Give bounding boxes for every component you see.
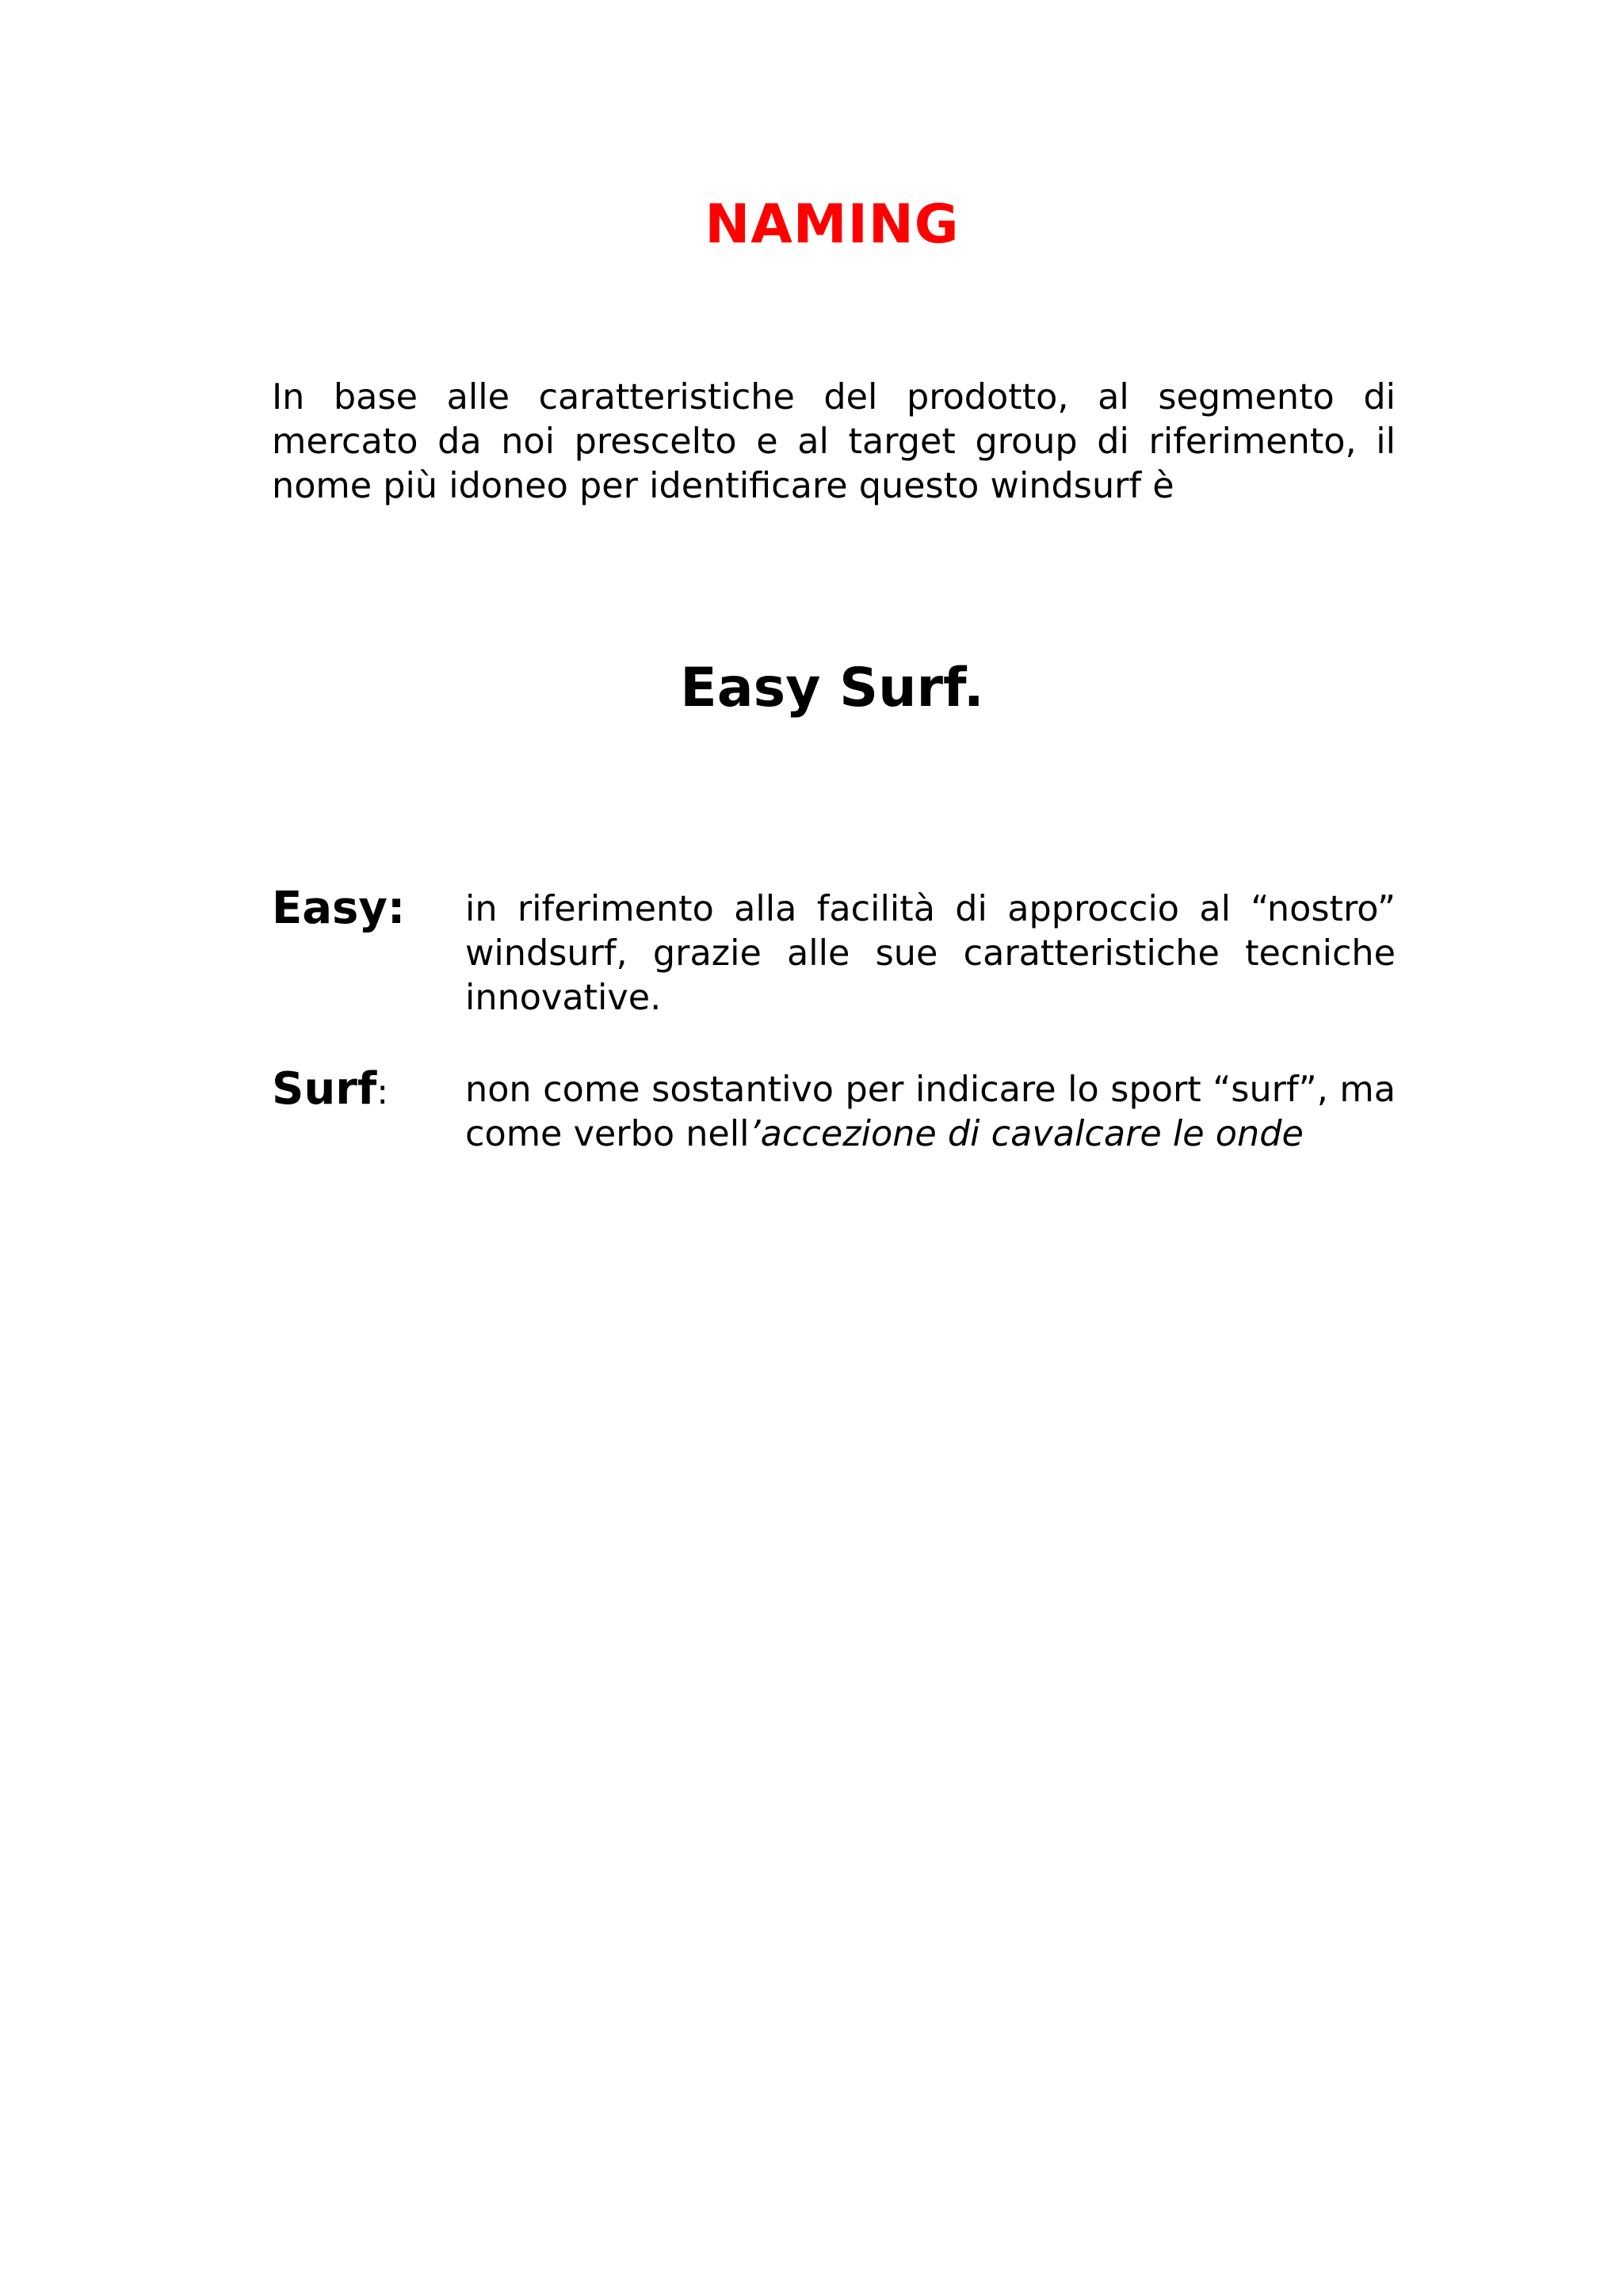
product-name: Easy Surf. [680, 657, 984, 719]
definition-term [272, 1062, 462, 1120]
definition-text: in riferimento alla facilità di approccio al “nostro” windsurf, grazie alle sue caratteristiche tecniche innovative. [465, 889, 1396, 1018]
definition-text [465, 1068, 1396, 1157]
term-label: Surf [272, 1063, 377, 1115]
intro-paragraph: In base alle caratteristiche del prodotto, al segmento di mercato da noi prescelto e al target group di riferimento, il nome più idoneo per identificare questo windsurf è [272, 377, 1396, 506]
definition-text-italic: ’accezione di cavalcare le onde [749, 1114, 1304, 1154]
term-label: Easy: [272, 883, 406, 934]
definition-text-regular: non come sostantivo per indicare lo sport “surf”, ma come verbo nell [465, 1070, 1396, 1154]
definition-term [272, 881, 462, 936]
page-title: NAMING [705, 193, 960, 256]
term-colon: : [376, 1072, 389, 1112]
